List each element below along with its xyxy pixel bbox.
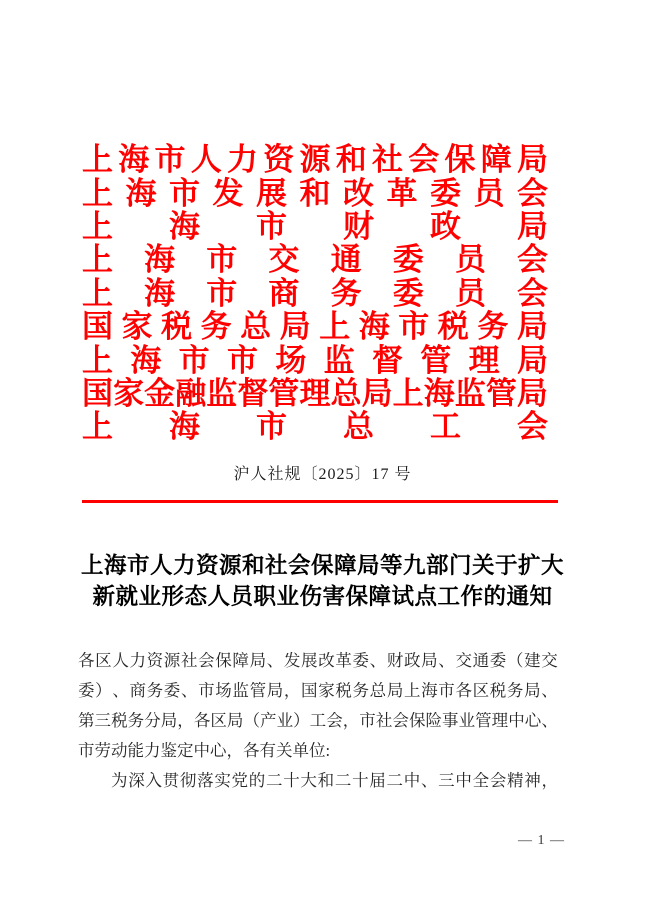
body-text-line: 为 深 入 贯 彻 落 实 党 的 二 十 大 和 二 十 届 二 中 、 三 中 全 会 精 神 ， (111, 771, 558, 790)
agency-name-line: 上 海 市 发 展 和 改 革 委 员 会 (82, 175, 548, 211)
agency-name-line: 国 家 金 融 监 督 管 理 总 局 上 海 监 管 局 (82, 375, 548, 411)
agency-name-line: 国 家 税 务 总 局 上 海 市 税 务 局 (82, 309, 548, 345)
document-title (0, 550, 645, 612)
body-text-block (78, 646, 558, 796)
red-header-agency-block (82, 140, 548, 445)
agency-name-line: 上 海 市 交 通 委 员 会 (82, 242, 548, 278)
agency-name-line: 上 海 市 财 政 局 (82, 208, 548, 244)
document-title-line: 上海市人力资源和社会保障局等九部门关于扩大 (80, 553, 564, 578)
agency-name-line: 上 海 市 商 务 委 员 会 (82, 275, 548, 311)
agency-name-line: 上 海 市 市 场 监 督 管 理 局 (82, 342, 548, 378)
red-separator-line (82, 500, 558, 503)
body-text-line: 委 ） 、 商 务 委 、 市 场 监 管 局 ， 国 家 税 务 总 局 上 海 市 各 区 税 务 局 、 (78, 681, 558, 700)
body-text-line: 市劳动能力鉴定中心，各有关单位: (78, 741, 331, 760)
agency-name-line: 上 海 市 人 力 资 源 和 社 会 保 障 局 (82, 142, 548, 178)
body-text-line: 各 区 人 力 资 源 社 会 保 障 局 、 发 展 改 革 委 、 财 政 局 、 交 通 委 （ 建 交 (78, 651, 558, 670)
document-title-line: 新就业形态人员职业伤害保障试点工作的通知 (92, 584, 553, 609)
agency-name-line: 上 海 市 总 工 会 (82, 409, 548, 445)
body-text-line: 第 三 税 务 分 局 ， 各 区 局 （ 产 业 ） 工 会 ， 市 社 会 保 险 事 业 管 理 中 心 、 (78, 711, 558, 730)
document-number: 沪人社规〔2025〕17 号 (233, 466, 412, 483)
page-number: — 1 — (518, 833, 565, 848)
